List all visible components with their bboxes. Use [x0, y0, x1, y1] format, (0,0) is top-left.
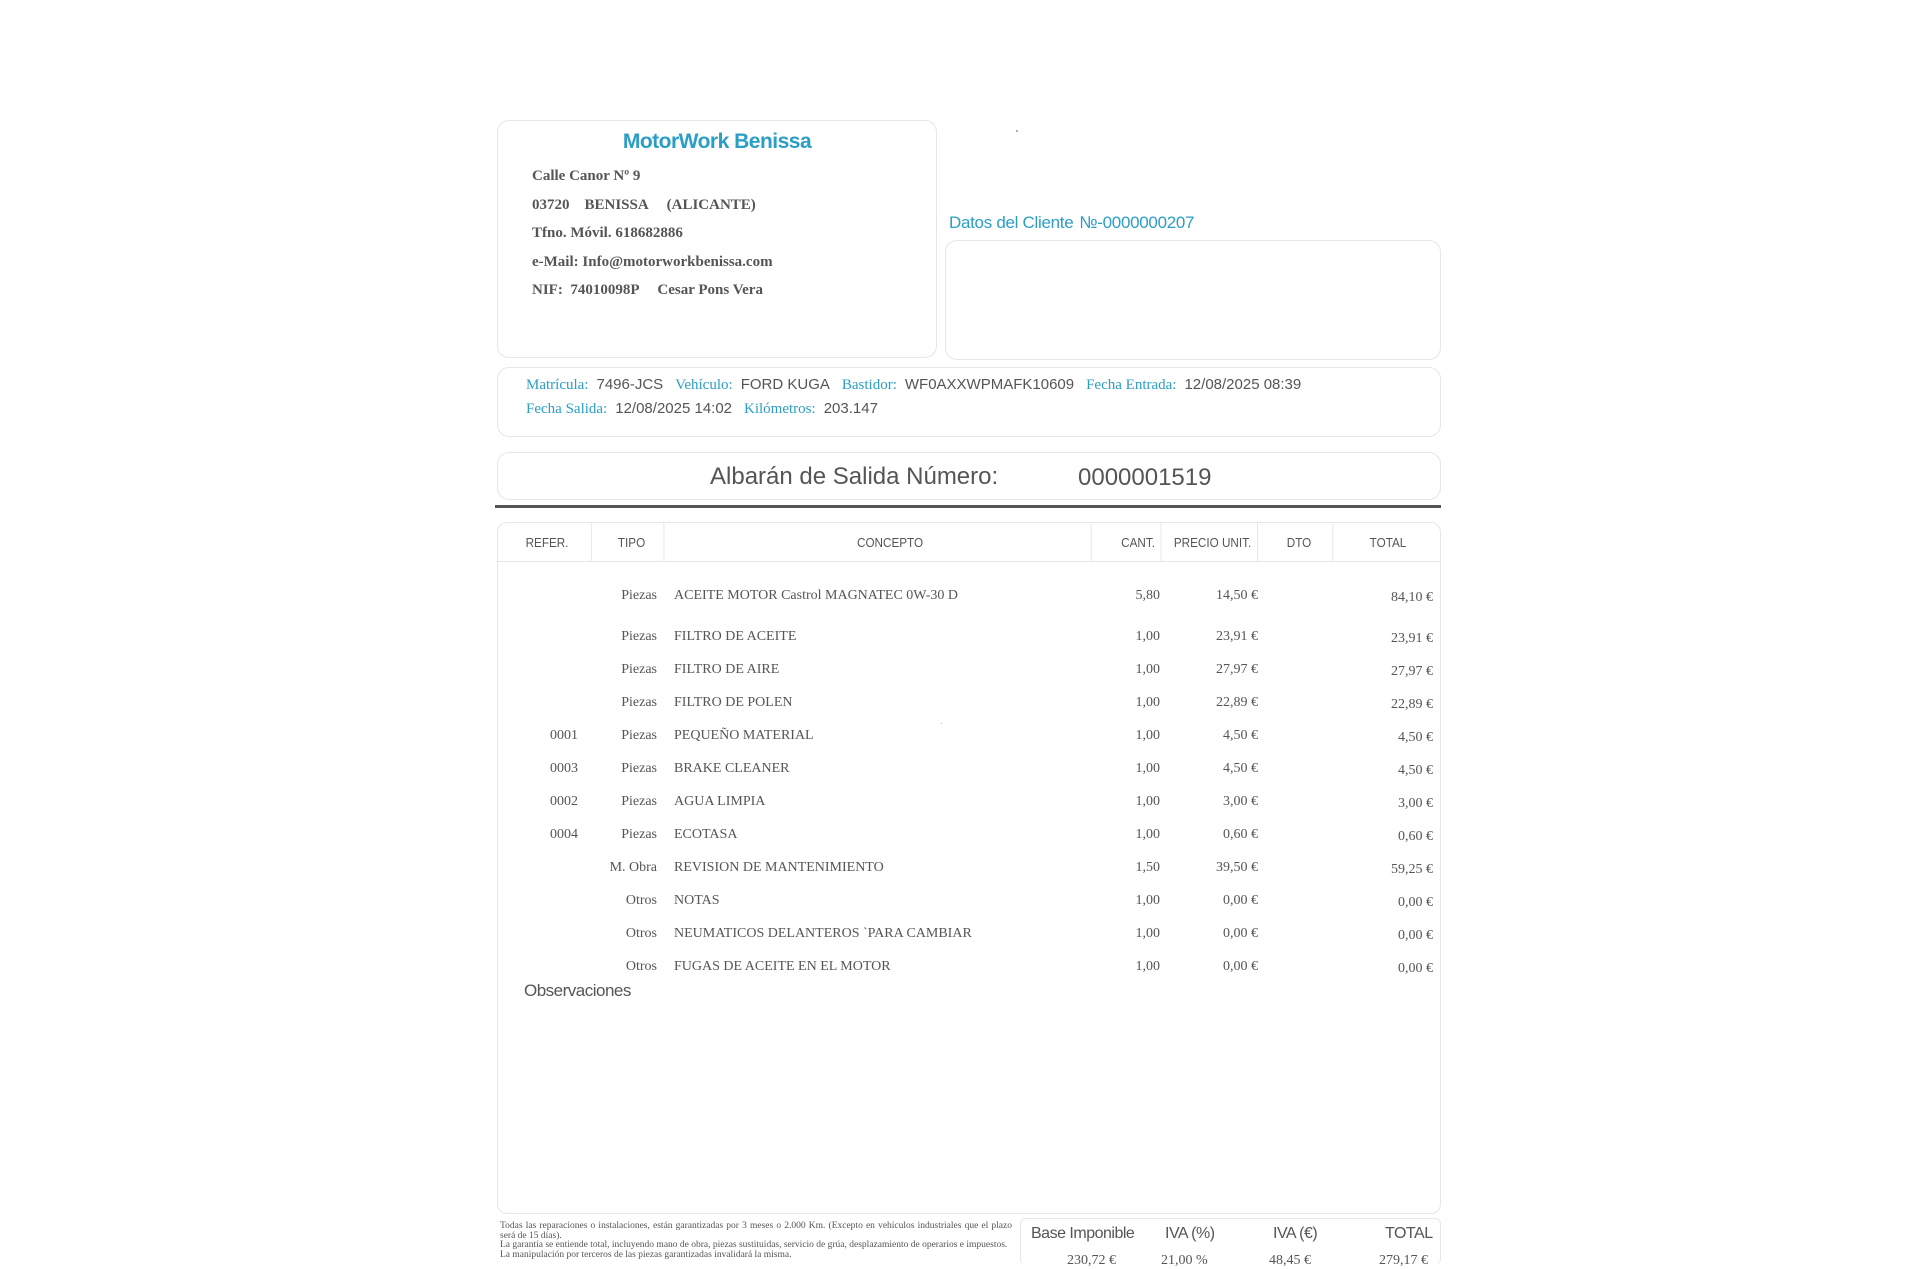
row-concepto: BRAKE CLEANER [674, 761, 790, 776]
albaran-label: Albarán de Salida Número: [710, 463, 999, 490]
iva-eur-value: 48,45 € [1269, 1253, 1311, 1268]
row-cant: 1,00 [1135, 662, 1160, 677]
fecha-entrada-label: Fecha Entrada: [1086, 377, 1177, 393]
client-title [949, 213, 1194, 233]
table-header [498, 523, 1440, 562]
row-cant: 1,50 [1135, 860, 1160, 875]
row-tipo: Otros [625, 926, 657, 941]
row-total: 0,60 € [1398, 829, 1433, 844]
kilometros-label: Kilómetros: [744, 401, 816, 417]
header-concepto: CONCEPTO [689, 523, 1091, 561]
row-total: 4,50 € [1398, 730, 1433, 745]
row-precio-unit: 0,00 € [1223, 893, 1258, 908]
row-concepto: REVISION DE MANTENIMIENTO [674, 860, 884, 875]
row-cant: 1,00 [1135, 695, 1160, 710]
vehicle-row-1 [526, 376, 1313, 394]
table-row [498, 662, 1440, 684]
row-concepto: PEQUEÑO MATERIAL [674, 728, 814, 743]
row-concepto: AGUA LIMPIA [674, 794, 766, 809]
row-concepto: FILTRO DE AIRE [674, 662, 780, 677]
row-cant: 1,00 [1135, 926, 1160, 941]
row-cant: 1,00 [1135, 629, 1160, 644]
company-info-box [497, 120, 937, 358]
row-total: 22,89 € [1391, 697, 1433, 712]
base-imponible-label: Base Imponible [1031, 1225, 1135, 1242]
company-phone: Tfno. Móvil. 618682886 [532, 225, 683, 241]
scan-speck [1016, 130, 1018, 132]
table-row [498, 794, 1440, 816]
row-concepto: ACEITE MOTOR Castrol MAGNATEC 0W-30 D [674, 588, 959, 603]
table-row [498, 926, 1440, 948]
row-precio-unit: 27,97 € [1216, 662, 1258, 677]
fecha-entrada-value: 12/08/2025 08:39 [1184, 376, 1302, 393]
row-ref: 0004 [550, 827, 578, 842]
table-row [498, 959, 1440, 981]
iva-pct-label: IVA (%) [1165, 1225, 1215, 1242]
row-concepto: NEUMATICOS DELANTEROS `PARA CAMBIAR [674, 926, 972, 941]
iva-eur-label: IVA (€) [1273, 1225, 1318, 1242]
albaran-number: 0000001519 [1078, 464, 1212, 491]
row-ref: 0001 [550, 728, 578, 743]
row-tipo: M. Obra [609, 860, 657, 875]
totals-box [1020, 1218, 1441, 1268]
table-row [498, 761, 1440, 783]
row-concepto: FILTRO DE ACEITE [674, 629, 797, 644]
header-divider [495, 505, 1441, 508]
warranty-line: La garantía se entiende total, incluyendo mano de obra, piezas sustituidas, servicio de grúa, desplazamiento de operarios e impuestos. [500, 1240, 1008, 1250]
kilometros-value: 203.147 [823, 400, 878, 417]
fecha-salida-value: 12/08/2025 14:02 [615, 400, 733, 417]
table-row [498, 893, 1440, 915]
company-nif: NIF: 74010098P Cesar Pons Vera [532, 282, 763, 298]
row-precio-unit: 14,50 € [1216, 588, 1258, 603]
scan-speck [941, 723, 942, 724]
row-cant: 5,80 [1135, 588, 1160, 603]
matricula-value: 7496-JCS [596, 376, 664, 393]
company-name: MotorWork Benissa [622, 130, 812, 153]
header-total: TOTAL [1369, 535, 1407, 550]
items-table [497, 522, 1441, 1214]
header-tipo: TIPO [600, 523, 665, 561]
row-precio-unit: 23,91 € [1216, 629, 1258, 644]
warranty-line: Todas las reparaciones o instalaciones, están garantizadas por 3 meses o 2.000 Km. (Excepto en vehículos industriales que el plazo será de 15 días). [500, 1221, 1012, 1241]
vehicle-row-2 [526, 400, 890, 418]
header-refer: REFER. [503, 523, 592, 561]
warranty-terms [500, 1222, 1012, 1260]
row-total: 27,97 € [1391, 664, 1433, 679]
row-cant: 1,00 [1135, 893, 1160, 908]
row-total: 59,25 € [1391, 862, 1433, 877]
table-row [498, 827, 1440, 849]
bastidor-value: WF0AXXWPMAFK10609 [904, 376, 1075, 393]
header-dto: DTO [1266, 523, 1334, 561]
row-total: 4,50 € [1398, 763, 1433, 778]
vehiculo-value: FORD KUGA [740, 376, 830, 393]
row-tipo: Otros [625, 893, 657, 908]
row-total: 0,00 € [1398, 961, 1433, 976]
warranty-line: La manipulación por terceros de las piezas garantizadas invalidará la misma. [500, 1249, 792, 1260]
row-ref: 0002 [550, 794, 578, 809]
vehicle-info-box [497, 367, 1441, 437]
row-precio-unit: 4,50 € [1223, 761, 1258, 776]
row-tipo: Piezas [621, 728, 657, 743]
row-concepto: ECOTASA [674, 827, 738, 842]
row-cant: 1,00 [1135, 959, 1160, 974]
row-cant: 1,00 [1135, 728, 1160, 743]
total-value: 279,17 € [1379, 1253, 1428, 1268]
row-total: 3,00 € [1398, 796, 1433, 811]
base-imponible-value: 230,72 € [1067, 1253, 1116, 1268]
client-info-box [945, 240, 1441, 360]
row-tipo: Piezas [621, 761, 657, 776]
row-tipo: Piezas [621, 794, 657, 809]
row-precio-unit: 39,50 € [1216, 860, 1258, 875]
row-precio-unit: 0,00 € [1223, 959, 1258, 974]
row-precio-unit: 3,00 € [1223, 794, 1258, 809]
client-number: №-0000000207 [1079, 213, 1195, 232]
matricula-label: Matrícula: [526, 377, 589, 393]
row-tipo: Otros [625, 959, 657, 974]
row-tipo: Piezas [621, 827, 657, 842]
row-concepto: FUGAS DE ACEITE EN EL MOTOR [674, 959, 891, 974]
row-precio-unit: 4,50 € [1223, 728, 1258, 743]
row-total: 84,10 € [1391, 590, 1433, 605]
row-total: 0,00 € [1398, 895, 1433, 910]
table-row [498, 728, 1440, 750]
row-tipo: Piezas [621, 662, 657, 677]
row-precio-unit: 0,60 € [1223, 827, 1258, 842]
albaran-box [497, 452, 1441, 500]
row-cant: 1,00 [1135, 761, 1160, 776]
table-row [498, 588, 1440, 610]
company-address: Calle Canor Nº 9 [532, 168, 641, 184]
company-city: 03720 BENISSA (ALICANTE) [532, 197, 756, 213]
total-label: TOTAL [1385, 1225, 1433, 1242]
row-precio-unit: 22,89 € [1216, 695, 1258, 710]
table-row [498, 695, 1440, 717]
company-email: e-Mail: Info@motorworkbenissa.com [532, 254, 773, 270]
row-cant: 1,00 [1135, 794, 1160, 809]
row-total: 23,91 € [1391, 631, 1433, 646]
bastidor-label: Bastidor: [841, 377, 897, 393]
client-title-label: Datos del Cliente [949, 213, 1074, 232]
table-row [498, 860, 1440, 882]
row-tipo: Piezas [621, 695, 657, 710]
fecha-salida-label: Fecha Salida: [526, 401, 608, 417]
header-precio-unit: PRECIO UNIT. [1168, 523, 1258, 561]
vehiculo-label: Vehículo: [675, 377, 733, 393]
observaciones-label: Observaciones [524, 981, 631, 1000]
row-total: 0,00 € [1398, 928, 1433, 943]
row-ref: 0003 [550, 761, 578, 776]
table-row [498, 629, 1440, 651]
row-precio-unit: 0,00 € [1223, 926, 1258, 941]
header-cant: CANT. [1116, 523, 1162, 561]
row-concepto: FILTRO DE POLEN [674, 695, 793, 710]
row-concepto: NOTAS [674, 893, 720, 908]
row-cant: 1,00 [1135, 827, 1160, 842]
iva-pct-value: 21,00 % [1161, 1253, 1208, 1268]
row-tipo: Piezas [621, 588, 657, 603]
row-tipo: Piezas [621, 629, 657, 644]
